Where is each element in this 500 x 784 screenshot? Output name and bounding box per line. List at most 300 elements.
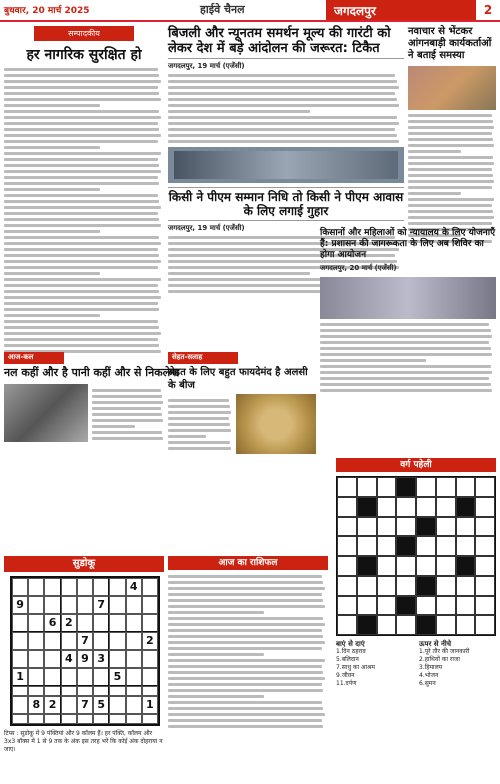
text-line — [4, 170, 161, 173]
horoscope-body — [168, 572, 328, 731]
sudoku-cell — [109, 632, 125, 650]
text-line — [168, 435, 206, 438]
text-line — [92, 437, 163, 440]
text-line — [320, 329, 491, 332]
text-line — [408, 114, 492, 117]
flaxseed-photo — [236, 394, 316, 454]
text-line — [168, 399, 229, 402]
crossword-cell — [456, 477, 476, 497]
editorial-tag: सम्पादकीय — [34, 26, 134, 41]
text-line — [168, 653, 264, 656]
clue-item: 1.दिन ठहराव — [336, 648, 366, 655]
sudoku-cell: 4 — [61, 650, 77, 668]
right-second-story — [320, 228, 496, 395]
text-line — [4, 74, 159, 77]
text-line — [4, 272, 100, 275]
text-line — [4, 176, 158, 179]
sudoku-cell — [126, 714, 142, 724]
text-line — [4, 68, 158, 71]
text-line — [168, 441, 230, 444]
sudoku-cell — [28, 578, 44, 596]
crossword-cell — [456, 556, 476, 576]
text-line — [168, 134, 397, 137]
brand-name: हाईवे चैनल — [200, 3, 245, 16]
crossword-cell — [475, 536, 495, 556]
tap-photo — [4, 384, 88, 442]
text-line — [4, 326, 159, 329]
right-second-dateline: जगदलपुर, 20 मार्च (एजेंसी) — [320, 264, 397, 272]
text-line — [168, 683, 322, 686]
text-line — [4, 164, 159, 167]
sudoku-cell: 7 — [93, 596, 109, 614]
meeting-photo — [408, 66, 496, 110]
text-line — [168, 623, 325, 626]
text-line — [168, 122, 399, 125]
crossword-cell — [337, 497, 357, 517]
horoscope-title: आज का राशिफल — [168, 556, 328, 570]
text-line — [168, 575, 322, 578]
text-line — [168, 411, 231, 414]
text-line — [168, 617, 323, 620]
text-line — [168, 695, 264, 698]
text-line — [4, 128, 159, 131]
text-line — [4, 86, 158, 89]
text-line — [408, 222, 492, 225]
text-line — [168, 707, 323, 710]
sudoku-cell: 2 — [142, 632, 158, 650]
sudoku-cell — [77, 614, 93, 632]
sudoku-cell — [12, 578, 28, 596]
crossword-cell — [456, 615, 476, 635]
text-line — [4, 146, 100, 149]
health-tag: सेहत-सलाह — [168, 352, 238, 364]
crossword-cell — [416, 596, 436, 616]
sudoku-cell — [61, 686, 77, 696]
sudoku-cell — [142, 578, 158, 596]
crossword-cell — [436, 477, 456, 497]
crossword-cell — [416, 477, 436, 497]
sudoku-cell: 1 — [12, 668, 28, 686]
text-line — [320, 335, 492, 338]
sudoku-cell: 5 — [93, 696, 109, 714]
sudoku-cell — [44, 596, 60, 614]
crossword-cell — [475, 615, 495, 635]
crossword-cell — [377, 536, 397, 556]
text-line — [168, 140, 399, 143]
sudoku-cell — [126, 596, 142, 614]
tips-text: टिप्स : सुडोकू में 9 पंक्तियां और 9 कॉलम हैं। हर पंक्ति, कॉलम और 3x3 बॉक्स में 1 से 9 तक के अंक इस तरह भरें कि कोई अंक दोहराया न जाए। — [4, 730, 163, 753]
text-line — [4, 110, 159, 113]
masthead — [0, 0, 500, 22]
sudoku-title: सुडोकू — [4, 556, 164, 572]
crossword-cell — [337, 615, 357, 635]
text-line — [92, 431, 162, 434]
tap-body — [92, 386, 164, 443]
text-line — [4, 284, 158, 287]
sudoku-cell: 5 — [109, 668, 125, 686]
sudoku-cell: 9 — [12, 596, 28, 614]
text-line — [408, 150, 461, 153]
sudoku-cell — [109, 686, 125, 696]
text-line — [168, 599, 323, 602]
crossword-cell — [436, 517, 456, 537]
text-line — [408, 138, 493, 141]
sudoku-cell — [28, 632, 44, 650]
text-line — [4, 92, 159, 95]
rally-photo — [168, 147, 404, 183]
sudoku-cell: 6 — [44, 614, 60, 632]
sudoku-cell — [44, 714, 60, 724]
sudoku-cell: 3 — [93, 650, 109, 668]
text-line — [168, 647, 322, 650]
text-line — [408, 204, 492, 207]
text-line — [168, 447, 231, 450]
sudoku-cell — [77, 714, 93, 724]
across-title: बाएं से दाएं — [336, 640, 365, 648]
text-line — [4, 290, 159, 293]
text-line — [168, 611, 264, 614]
text-line — [168, 725, 323, 728]
women-group-photo — [320, 277, 496, 319]
crossword-cell — [337, 596, 357, 616]
sudoku-cell — [77, 668, 93, 686]
crossword-cell — [475, 517, 495, 537]
text-line — [408, 186, 492, 189]
text-line — [168, 659, 325, 662]
main-body — [168, 74, 404, 143]
sudoku-cell — [28, 668, 44, 686]
crossword-cell — [357, 536, 377, 556]
crossword-cell — [396, 576, 416, 596]
text-line — [4, 134, 161, 137]
crossword-cell — [357, 517, 377, 537]
text-line — [320, 323, 489, 326]
sudoku-cell — [142, 714, 158, 724]
text-line — [168, 423, 230, 426]
sudoku-cell: 2 — [61, 614, 77, 632]
crossword-cell — [396, 615, 416, 635]
text-line — [92, 413, 162, 416]
text-line — [320, 365, 491, 368]
editorial-body — [4, 68, 164, 353]
text-line — [92, 425, 135, 428]
sub-headline: किसी ने पीएम सम्मान निधि तो किसी ने पीएम आवास के लिए लगाई गुहार — [168, 187, 404, 221]
across-list — [336, 648, 413, 688]
text-line — [168, 665, 322, 668]
sudoku-cell — [142, 614, 158, 632]
text-line — [168, 104, 399, 107]
sudoku-cell — [126, 696, 142, 714]
sudoku-cell — [93, 614, 109, 632]
text-line — [168, 128, 395, 131]
aaj-kal-tag: आज-कल — [4, 352, 64, 364]
editorial-title: हर नागरिक सुरक्षित हो — [26, 47, 142, 63]
text-line — [408, 216, 494, 219]
sudoku-cell — [44, 686, 60, 696]
sudoku-cell — [12, 614, 28, 632]
text-line — [4, 116, 161, 119]
sudoku-cell — [109, 714, 125, 724]
crossword-cell — [475, 576, 495, 596]
crossword-cell — [436, 536, 456, 556]
crossword-grid — [336, 476, 496, 636]
text-line — [168, 689, 323, 692]
sudoku-cell — [77, 686, 93, 696]
text-line — [4, 308, 159, 311]
sudoku-cell — [44, 578, 60, 596]
clue-item: 6.सुमन — [419, 680, 436, 687]
clue-item: 11.दर्पण — [336, 680, 357, 687]
crossword-cell — [416, 556, 436, 576]
crossword-title: वर्ग पहेली — [336, 458, 496, 472]
text-line — [320, 377, 489, 380]
crossword-cell — [416, 615, 436, 635]
right-second-headline: किसानों और महिलाओं को न्यायालय के लिए योजनाएँ हैं: प्रशासन की जागरूकता के लिए अब शिविर का होगा आयोजन — [320, 228, 496, 260]
text-line — [408, 126, 494, 129]
text-line — [168, 713, 325, 716]
sudoku-cell — [61, 632, 77, 650]
text-line — [168, 629, 322, 632]
crossword-cell — [377, 596, 397, 616]
text-line — [92, 389, 161, 392]
sudoku-cell — [28, 650, 44, 668]
sudoku-cell — [93, 686, 109, 696]
crossword-cell — [377, 615, 397, 635]
clue-item: 1.पूरे तौर की जानकारी — [419, 648, 470, 655]
text-line — [168, 110, 310, 113]
text-line — [4, 80, 161, 83]
text-line — [168, 92, 395, 95]
crossword-clues — [336, 640, 496, 688]
text-line — [320, 347, 491, 350]
crossword-cell — [396, 517, 416, 537]
crossword-cell — [475, 477, 495, 497]
right-top-story — [408, 26, 496, 246]
issue-date: बुधवार, 20 मार्च 2025 — [4, 6, 90, 16]
text-line — [4, 200, 159, 203]
crossword-cell — [436, 576, 456, 596]
crossword-cell — [396, 477, 416, 497]
sudoku-cell — [12, 696, 28, 714]
sudoku-tips — [4, 730, 164, 754]
crossword-cell — [456, 517, 476, 537]
crossword-cell — [396, 596, 416, 616]
text-line — [4, 314, 100, 317]
sudoku-cell — [142, 686, 158, 696]
clue-item: 9.जीवन — [336, 672, 355, 679]
text-line — [168, 581, 323, 584]
text-line — [168, 74, 395, 77]
text-line — [320, 359, 426, 362]
sudoku-cell — [61, 668, 77, 686]
text-line — [92, 395, 162, 398]
text-line — [320, 341, 489, 344]
sudoku-cell — [77, 596, 93, 614]
text-line — [4, 236, 159, 239]
sudoku-cell — [28, 614, 44, 632]
text-line — [168, 593, 322, 596]
sudoku-cell — [12, 650, 28, 668]
text-line — [168, 405, 230, 408]
sudoku-cell — [61, 578, 77, 596]
text-line — [408, 120, 493, 123]
text-line — [4, 152, 161, 155]
text-line — [168, 677, 325, 680]
sudoku-cell — [93, 714, 109, 724]
clue-item: 2.हाथियों का राजा — [419, 656, 460, 663]
text-line — [168, 641, 325, 644]
crossword-cell — [337, 536, 357, 556]
sudoku-cell — [61, 714, 77, 724]
sudoku-cell — [109, 614, 125, 632]
sudoku-cell — [109, 578, 125, 596]
crossword-cell — [396, 556, 416, 576]
crossword-cell — [377, 576, 397, 596]
text-line — [92, 419, 163, 422]
crossword-cell — [377, 497, 397, 517]
crossword-cell — [416, 517, 436, 537]
crossword-cell — [436, 556, 456, 576]
crossword-cell — [357, 615, 377, 635]
sudoku-cell — [44, 650, 60, 668]
text-line — [4, 242, 161, 245]
sudoku-cell: 2 — [44, 696, 60, 714]
text-line — [168, 86, 399, 89]
crossword-cell — [436, 615, 456, 635]
text-line — [92, 407, 161, 410]
crossword-cell — [377, 477, 397, 497]
text-line — [4, 218, 159, 221]
crossword-cell — [416, 576, 436, 596]
text-line — [4, 206, 161, 209]
crossword-cell — [377, 517, 397, 537]
sudoku-cell: 1 — [142, 696, 158, 714]
sudoku-cell — [109, 596, 125, 614]
sudoku-cell: 7 — [77, 632, 93, 650]
tap-water-headline: नल कहीं और है पानी कहीं और से निकलेगा — [4, 366, 180, 379]
text-line — [4, 188, 100, 191]
crossword-cell — [416, 536, 436, 556]
page-number: 2 — [478, 0, 498, 20]
text-line — [408, 162, 494, 165]
text-line — [4, 266, 158, 269]
down-title: ऊपर से नीचे — [419, 640, 452, 648]
text-line — [4, 158, 158, 161]
text-line — [168, 272, 310, 275]
crossword-cell — [456, 497, 476, 517]
sudoku-cell — [142, 596, 158, 614]
text-line — [4, 302, 158, 305]
sudoku-cell — [28, 714, 44, 724]
sudoku-cell — [12, 714, 28, 724]
crossword-cell — [337, 517, 357, 537]
sudoku-grid — [10, 576, 160, 726]
crossword-cell — [357, 477, 377, 497]
crossword-cell — [456, 576, 476, 596]
sudoku-cell — [77, 578, 93, 596]
text-line — [4, 182, 159, 185]
sudoku-cell — [126, 686, 142, 696]
text-line — [4, 254, 159, 257]
sudoku-cell — [126, 614, 142, 632]
main-dateline: जगदलपुर, 19 मार्च (एजेंसी) — [168, 62, 245, 70]
text-line — [4, 104, 100, 107]
sudoku-cell — [93, 632, 109, 650]
text-line — [168, 417, 229, 420]
crossword-cell — [357, 576, 377, 596]
text-line — [320, 353, 492, 356]
text-line — [408, 210, 493, 213]
crossword-cell — [357, 596, 377, 616]
text-line — [4, 224, 161, 227]
crossword-cell — [475, 596, 495, 616]
crossword-cell — [436, 596, 456, 616]
text-line — [408, 144, 494, 147]
text-line — [168, 80, 397, 83]
right-body — [408, 114, 496, 243]
text-line — [168, 671, 323, 674]
text-line — [408, 132, 492, 135]
text-line — [320, 389, 492, 392]
text-line — [4, 278, 161, 281]
crossword-cell — [456, 536, 476, 556]
crossword-cell — [337, 477, 357, 497]
sudoku-cell — [109, 696, 125, 714]
clue-item: 3.हिमालय — [419, 664, 443, 671]
crossword-cell — [475, 556, 495, 576]
editorial-column — [4, 26, 164, 356]
text-line — [4, 122, 158, 125]
main-headline: बिजली और न्यूनतम समर्थन मूल्य की गारंटी को लेकर देश में बड़े आंदोलन की जरूरत: टिकैत — [168, 26, 404, 59]
text-line — [168, 98, 397, 101]
text-line — [408, 192, 461, 195]
text-line — [408, 168, 492, 171]
text-line — [4, 248, 158, 251]
sudoku-cell — [44, 632, 60, 650]
text-line — [408, 198, 494, 201]
city-name: जगदलपुर — [326, 0, 476, 20]
crossword-cell — [396, 536, 416, 556]
sudoku-cell — [109, 650, 125, 668]
sudoku-cell — [44, 668, 60, 686]
sudoku-cell — [12, 686, 28, 696]
text-line — [92, 401, 163, 404]
sudoku-cell — [12, 632, 28, 650]
text-line — [4, 320, 158, 323]
crossword-cell — [436, 497, 456, 517]
text-line — [4, 344, 159, 347]
text-line — [4, 338, 158, 341]
text-line — [4, 296, 161, 299]
text-line — [320, 383, 491, 386]
clue-item: 4.भोजन — [419, 672, 439, 679]
text-line — [4, 98, 161, 101]
sudoku-cell — [93, 668, 109, 686]
sudoku-cell: 9 — [77, 650, 93, 668]
text-line — [168, 719, 322, 722]
flaxseed-body — [168, 396, 232, 453]
text-line — [320, 371, 492, 374]
crossword-cell — [396, 497, 416, 517]
text-line — [408, 174, 493, 177]
text-line — [168, 635, 323, 638]
crossword-cell — [377, 556, 397, 576]
text-line — [168, 605, 325, 608]
sudoku-cell — [142, 650, 158, 668]
text-line — [4, 194, 158, 197]
text-line — [4, 212, 158, 215]
crossword-cell — [357, 497, 377, 517]
